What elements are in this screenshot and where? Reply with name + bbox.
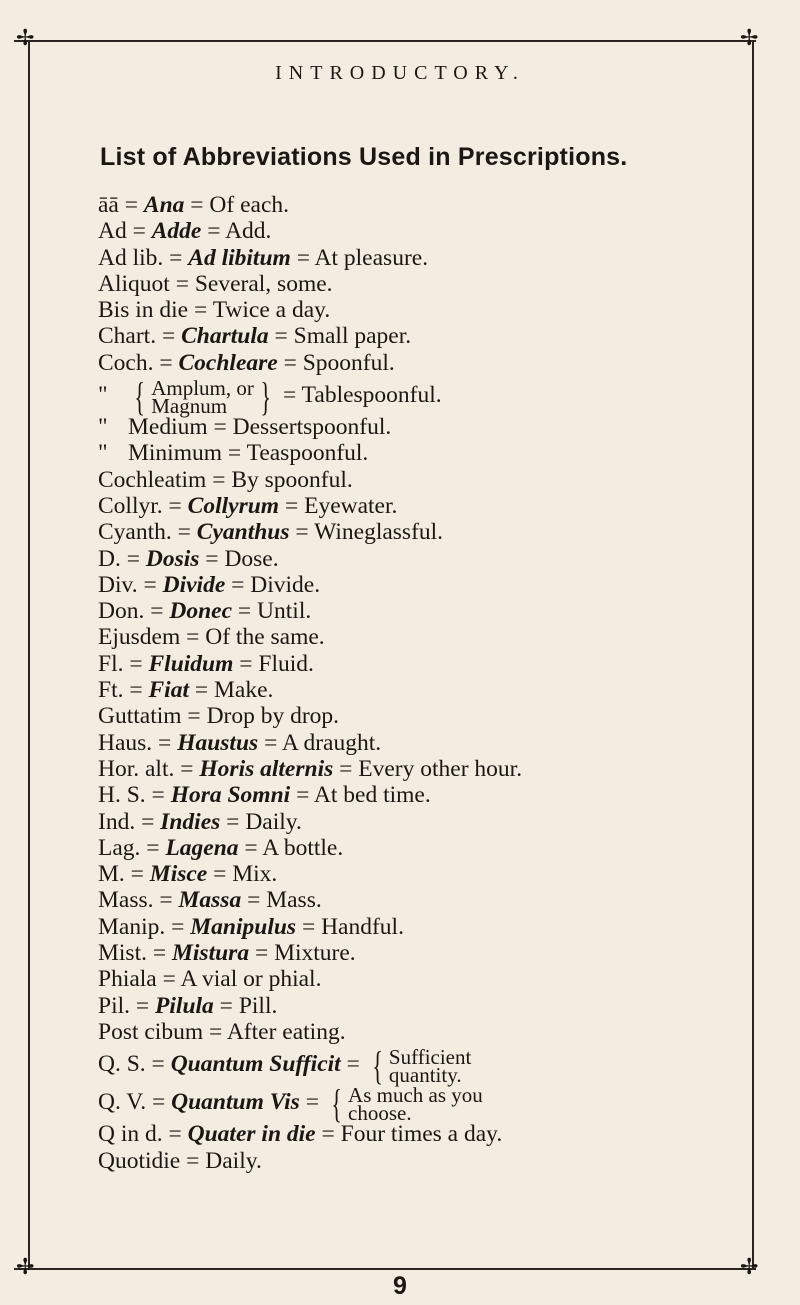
- english-meaning: Four times a day.: [340, 1121, 503, 1148]
- abbreviation: Guttatim: [98, 703, 182, 730]
- abbreviation: Mist.: [98, 940, 147, 967]
- list-item: Chart. = Chartula = Small paper.: [98, 323, 412, 350]
- abbreviation: Ind.: [98, 808, 136, 835]
- latin-term: Donec: [169, 598, 233, 625]
- english-meaning: Drop by drop.: [206, 703, 340, 730]
- latin-term: Dosis: [145, 545, 200, 572]
- list-item: Hor. alt. = Horis alternis = Every other hour.: [98, 755, 523, 782]
- english-meaning: After eating.: [226, 1018, 346, 1045]
- abbreviation: Aliquot: [98, 270, 170, 297]
- list-item: Mass. = Massa = Mass.: [98, 887, 322, 914]
- latin-term: Cochleare: [178, 349, 278, 376]
- latin-term: Ana: [143, 192, 185, 218]
- latin-term: Misce: [149, 861, 208, 888]
- ditto-mark: ": [98, 440, 108, 467]
- english-meaning: Fluid.: [258, 650, 314, 677]
- running-head: INTRODUCTORY.: [275, 62, 525, 84]
- brace-group: [128, 373, 277, 419]
- latin-term: Divide: [162, 571, 226, 598]
- abbreviation: Ad: [98, 218, 127, 245]
- abbreviation: Lag.: [98, 834, 141, 861]
- english-meaning: Eyewater.: [304, 492, 398, 519]
- stack-line-bottom: quantity.: [388, 1062, 462, 1087]
- stack-line-top: Sufficient: [388, 1044, 472, 1069]
- english-meaning: Spoonful.: [302, 349, 395, 376]
- latin-term: Quantum Vis: [171, 1089, 300, 1116]
- stack-line-bottom: choose.: [348, 1100, 412, 1125]
- stack-line-top: Amplum, or: [151, 375, 254, 400]
- english-meaning: Several, some.: [194, 270, 333, 297]
- stacked-text: [151, 375, 254, 418]
- list-item: Don. = Donec = Until.: [98, 598, 312, 625]
- latin-term: Indies: [160, 808, 221, 835]
- english-meaning: Daily.: [205, 1147, 262, 1174]
- abbreviation: Hor. alt.: [98, 755, 175, 782]
- list-item: " { Amplum, or Magnum } = Tablespoonful.: [98, 373, 442, 419]
- list-item: Q. V. = Quantum Vis = { As much as you choose.: [98, 1080, 483, 1126]
- list-item: Ad = Adde = Add.: [98, 218, 272, 245]
- abbreviation: āā: [98, 192, 119, 218]
- abbreviation-list: [98, 192, 758, 1174]
- stack-line-top: As much as you: [348, 1082, 483, 1107]
- abbreviation: Chart.: [98, 323, 157, 350]
- page-title: List of Abbreviations Used in Prescriptions.: [100, 143, 628, 171]
- latin-term: Hora Somni: [170, 782, 291, 809]
- list-item: Cyanth. = Cyanthus = Wineglassful.: [98, 519, 444, 546]
- list-item: Manip. = Manipulus = Handful.: [98, 913, 404, 940]
- latin-term: Ad libitum: [188, 244, 291, 271]
- abbreviation: H. S.: [98, 782, 146, 809]
- list-item: Q. S. = Quantum Sufficit = { Sufficient quantity.: [98, 1042, 472, 1088]
- english-meaning: Mass.: [266, 887, 322, 914]
- list-item: Fl. = Fluidum = Fluid.: [98, 650, 314, 677]
- corner-ornament-icon: ✢: [740, 1255, 759, 1280]
- right-brace-icon: }: [260, 373, 271, 419]
- stacked-text: [348, 1082, 483, 1125]
- list-item: H. S. = Hora Somni = At bed time.: [98, 782, 431, 809]
- latin-term: Lagena: [165, 834, 239, 861]
- latin-term: Collyrum: [187, 492, 280, 519]
- english-meaning: Wineglassful.: [314, 519, 444, 546]
- list-item: Ad lib. = Ad libitum = At pleasure.: [98, 244, 429, 271]
- latin-term: Adde: [151, 218, 202, 245]
- list-item: Bis in die = Twice a day.: [98, 297, 331, 324]
- abbreviation: Mass.: [98, 887, 154, 914]
- corner-ornament-icon: ✢: [16, 1255, 35, 1280]
- abbreviation: Haus.: [98, 729, 153, 756]
- latin-term: Manipulus: [190, 913, 297, 940]
- list-item: Aliquot = Several, some.: [98, 270, 333, 297]
- english-meaning: Of each.: [209, 192, 289, 218]
- left-brace-icon: {: [134, 373, 145, 419]
- list-item: " Medium = Dessertspoonful.: [98, 414, 392, 441]
- english-meaning: Tablespoonful.: [301, 382, 442, 409]
- page-number: 9: [393, 1272, 407, 1300]
- english-meaning: Divide.: [250, 571, 321, 598]
- list-item: Coch. = Cochleare = Spoonful.: [98, 349, 395, 376]
- abbreviation: Collyr.: [98, 492, 163, 519]
- stack-line-bottom: Magnum: [151, 393, 228, 418]
- english-meaning: Mix.: [232, 861, 278, 888]
- corner-ornament-icon: ✢: [16, 26, 35, 51]
- english-meaning: Teaspoonful.: [246, 440, 369, 467]
- english-meaning: Add.: [225, 218, 272, 245]
- frame-rule-top: [14, 40, 756, 42]
- list-item: Cochleatim = By spoonful.: [98, 466, 353, 493]
- english-meaning: Small paper.: [293, 323, 412, 350]
- abbreviation: Ejusdem: [98, 624, 181, 651]
- abbreviation: Minimum: [128, 440, 223, 467]
- list-item: M. = Misce = Mix.: [98, 861, 278, 888]
- english-meaning: Every other hour.: [358, 755, 523, 782]
- list-item: Post cibum = After eating.: [98, 1018, 346, 1045]
- english-meaning: Handful.: [321, 913, 404, 940]
- frame-rule-left: [28, 40, 30, 1268]
- abbreviation: D.: [98, 545, 121, 572]
- english-meaning: Of the same.: [205, 624, 325, 651]
- latin-term: Pilula: [155, 992, 214, 1019]
- english-meaning: Dessertspoonful.: [232, 414, 392, 441]
- english-meaning: At bed time.: [313, 782, 431, 809]
- brace-group: [325, 1080, 483, 1126]
- abbreviation: Q in d.: [98, 1121, 163, 1148]
- abbreviation: Coch.: [98, 349, 154, 376]
- english-meaning: At pleasure.: [314, 244, 429, 271]
- abbreviation: Cyanth.: [98, 519, 172, 546]
- brace-group: [366, 1042, 472, 1088]
- ditto-mark: ": [98, 382, 108, 409]
- list-item: Quotidie = Daily.: [98, 1147, 262, 1174]
- list-item: Mist. = Mistura = Mixture.: [98, 940, 356, 967]
- latin-term: Chartula: [181, 323, 269, 350]
- list-item: D. = Dosis = Dose.: [98, 545, 279, 572]
- list-item: āā = Ana = Of each.: [98, 192, 289, 218]
- latin-term: Cyanthus: [196, 519, 290, 546]
- latin-term: Quantum Sufficit: [170, 1051, 341, 1078]
- latin-term: Fiat: [148, 677, 189, 704]
- abbreviation: Phiala: [98, 966, 157, 993]
- english-meaning: Dose.: [224, 545, 279, 572]
- list-item: Q in d. = Quater in die = Four times a day.: [98, 1121, 503, 1148]
- latin-term: Horis alternis: [199, 755, 334, 782]
- abbreviation: Q. V.: [98, 1089, 147, 1116]
- english-meaning: By spoonful.: [231, 466, 353, 493]
- list-item: Ft. = Fiat = Make.: [98, 677, 274, 704]
- abbreviation: Quotidie: [98, 1147, 181, 1174]
- latin-term: Massa: [178, 887, 242, 914]
- english-meaning: A draught.: [281, 729, 382, 756]
- list-item: Haus. = Haustus = A draught.: [98, 729, 382, 756]
- english-meaning: Until.: [257, 598, 312, 625]
- abbreviation: Bis in die: [98, 297, 189, 324]
- abbreviation: Div.: [98, 571, 138, 598]
- english-meaning: A bottle.: [262, 834, 344, 861]
- list-item: Phiala = A vial or phial.: [98, 966, 322, 993]
- abbreviation: Fl.: [98, 650, 124, 677]
- english-meaning: Pill.: [238, 992, 278, 1019]
- abbreviation: Post cibum: [98, 1018, 204, 1045]
- english-meaning: Make.: [214, 677, 274, 704]
- list-item: Div. = Divide = Divide.: [98, 571, 321, 598]
- english-meaning: Daily.: [245, 808, 302, 835]
- abbreviation: Don.: [98, 598, 145, 625]
- list-item: Lag. = Lagena = A bottle.: [98, 834, 344, 861]
- left-brace-icon: {: [372, 1042, 383, 1088]
- list-item: Ind. = Indies = Daily.: [98, 808, 302, 835]
- latin-term: Fluidum: [148, 650, 234, 677]
- abbreviation: Ft.: [98, 677, 124, 704]
- latin-term: Haustus: [177, 729, 259, 756]
- abbreviation: Ad lib.: [98, 244, 164, 271]
- latin-term: Mistura: [172, 940, 250, 967]
- frame-rule-bottom: [14, 1268, 756, 1270]
- left-brace-icon: {: [331, 1080, 342, 1126]
- abbreviation: Manip.: [98, 913, 166, 940]
- abbreviation: M.: [98, 861, 125, 888]
- english-meaning: Mixture.: [274, 940, 356, 967]
- english-meaning: A vial or phial.: [180, 966, 322, 993]
- list-item: Ejusdem = Of the same.: [98, 624, 325, 651]
- latin-term: Quater in die: [187, 1121, 316, 1148]
- abbreviation: Q. S.: [98, 1051, 146, 1078]
- english-meaning: Twice a day.: [212, 297, 331, 324]
- list-item: Collyr. = Collyrum = Eyewater.: [98, 492, 398, 519]
- abbreviation: Medium: [128, 414, 208, 441]
- corner-ornament-icon: ✢: [740, 26, 759, 51]
- list-item: Pil. = Pilula = Pill.: [98, 992, 278, 1019]
- abbreviation: Pil.: [98, 992, 131, 1019]
- list-item: " Minimum = Teaspoonful.: [98, 440, 369, 467]
- ditto-mark: ": [98, 414, 108, 441]
- abbreviation: Cochleatim: [98, 466, 207, 493]
- list-item: Guttatim = Drop by drop.: [98, 703, 340, 730]
- stacked-text: [388, 1044, 472, 1087]
